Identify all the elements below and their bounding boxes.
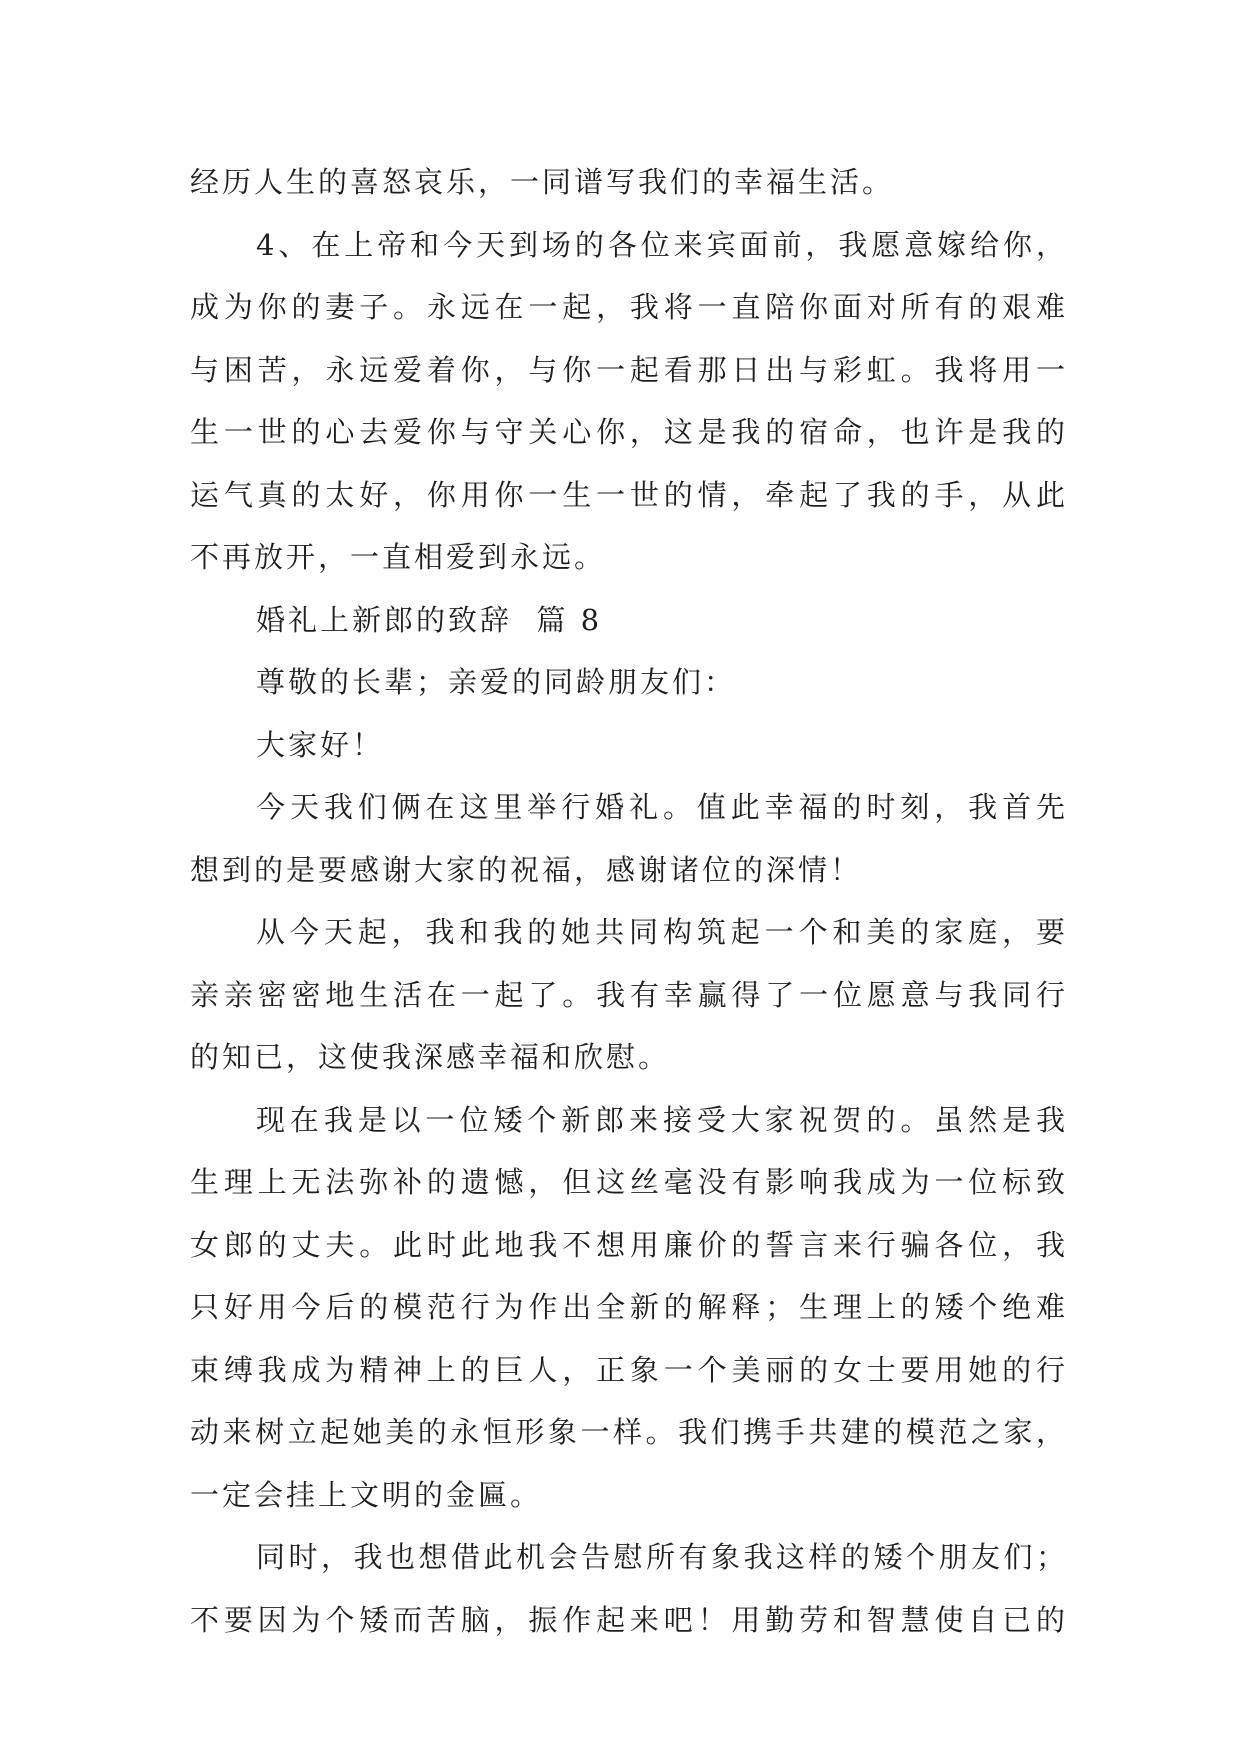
salutation <box>190 651 1068 714</box>
text-line: 尊敬的长辈；亲爱的同龄朋友们： <box>256 665 737 699</box>
text-line: 4、在上帝和今天到场的各位来宾面前，我愿意嫁给你， <box>256 227 1068 262</box>
text-line: 经历人生的喜怒哀乐，一同谱写我们的幸福生活。 <box>190 165 895 199</box>
document-body <box>190 151 1068 1651</box>
text-line: 从今天起，我和我的她共同构筑起一个和美的家庭，要 <box>256 915 1068 949</box>
section-heading <box>190 589 1068 652</box>
text-line: 与困苦，永远爱着你，与你一起看那日出与彩虹。我将用一 <box>190 352 1068 387</box>
text-line: 成为你的妻子。永远在一起，我将一直陪你面对所有的艰难 <box>190 290 1068 324</box>
text-line: 束缚我成为精神上的巨人，正象一个美丽的女士要用她的行 <box>190 1352 1068 1387</box>
greeting <box>190 714 1068 777</box>
text-line: 不再放开，一直相爱到永远。 <box>190 540 607 574</box>
text-line: 运气真的太好，你用你一生一世的情，牵起了我的手，从此 <box>190 477 1068 512</box>
section-heading-text: 婚礼上新郎的致辞 篇 8 <box>256 602 603 637</box>
text-line: 生理上无法弥补的遗憾，但这丝毫没有影响我成为一位标致 <box>190 1165 1068 1199</box>
text-line: 亲亲密密地生活在一起了。我有幸赢得了一位愿意与我同行 <box>190 977 1068 1012</box>
text-line: 同时，我也想借此机会告慰所有象我这样的矮个朋友们； <box>256 1540 1068 1574</box>
text-line: 生一世的心去爱你与守关心你，这是我的宿命，也许是我的 <box>190 415 1068 449</box>
paragraph-body <box>190 776 1068 901</box>
text-line: 只好用今后的模范行为作出全新的解释；生理上的矮个绝难 <box>190 1290 1068 1324</box>
paragraph-body <box>190 901 1068 1089</box>
text-line: 女郎的丈夫。此时此地我不想用廉价的誓言来行骗各位，我 <box>190 1227 1068 1262</box>
paragraph-continued <box>190 151 1068 214</box>
text-line: 今天我们俩在这里举行婚礼。值此幸福的时刻，我首先 <box>256 790 1068 824</box>
paragraph-body <box>190 1089 1068 1527</box>
paragraph-body <box>190 1526 1068 1651</box>
text-line: 现在我是以一位矮个新郎来接受大家祝贺的。虽然是我 <box>256 1102 1068 1137</box>
paragraph-vow-4 <box>190 214 1068 589</box>
text-line: 一定会挂上文明的金匾。 <box>190 1477 543 1512</box>
text-line: 不要因为个矮而苦脑，振作起来吧！用勤劳和智慧使自已的 <box>190 1602 1068 1637</box>
text-line: 动来树立起她美的永恒形象一样。我们携手共建的模范之家， <box>190 1415 1068 1449</box>
text-line: 大家好！ <box>256 727 385 762</box>
text-line: 的知已，这使我深感幸福和欣慰。 <box>190 1040 671 1074</box>
text-line: 想到的是要感谢大家的祝福，感谢诸位的深情！ <box>190 852 863 887</box>
